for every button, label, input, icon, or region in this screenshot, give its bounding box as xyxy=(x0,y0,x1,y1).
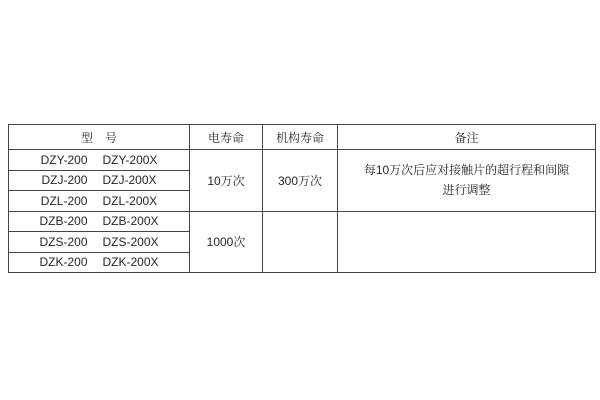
col-header-remark: 备注 xyxy=(338,125,596,150)
model-pair xyxy=(9,173,189,187)
model-cell xyxy=(9,211,190,232)
model-name: DZS-200X xyxy=(102,234,159,249)
remark-line: 每10万次后应对接触片的超行程和间隙 xyxy=(363,163,570,178)
model-name: DZJ-200X xyxy=(102,173,157,188)
model-pair xyxy=(9,255,189,269)
model-name: DZY-200 xyxy=(40,152,88,167)
model-name: DZL-200X xyxy=(102,193,158,208)
col-header-mechanical-life: 机构寿命 xyxy=(263,125,338,150)
table-row xyxy=(9,211,596,232)
model-name: DZB-200X xyxy=(102,214,159,229)
model-cell xyxy=(9,252,190,273)
electrical-life-cell: 10万次 xyxy=(190,150,263,212)
model-cell xyxy=(9,150,190,171)
remark-cell xyxy=(338,211,596,273)
table-row xyxy=(9,150,596,171)
model-name: DZB-200 xyxy=(39,214,88,229)
model-pair xyxy=(9,153,189,167)
model-name: DZK-200 xyxy=(39,255,88,270)
remark-line: 进行调整 xyxy=(442,183,491,198)
header-row xyxy=(9,125,596,150)
model-pair xyxy=(9,214,189,228)
relay-life-spec-table xyxy=(8,124,596,273)
model-name: DZK-200X xyxy=(102,255,159,270)
model-name: DZY-200X xyxy=(102,152,158,167)
model-cell xyxy=(9,232,190,253)
remark-cell xyxy=(338,150,596,212)
model-pair xyxy=(9,194,189,208)
model-name: DZL-200 xyxy=(40,193,88,208)
mechanical-life-cell xyxy=(263,211,338,273)
mechanical-life-cell: 300万次 xyxy=(263,150,338,212)
col-header-electrical-life: 电寿命 xyxy=(190,125,263,150)
model-name: DZS-200 xyxy=(39,234,88,249)
electrical-life-cell: 1000次 xyxy=(190,211,263,273)
model-name: DZJ-200 xyxy=(41,173,88,188)
col-header-model: 型 号 xyxy=(9,125,190,150)
model-cell xyxy=(9,191,190,212)
model-pair xyxy=(9,235,189,249)
model-cell xyxy=(9,170,190,191)
